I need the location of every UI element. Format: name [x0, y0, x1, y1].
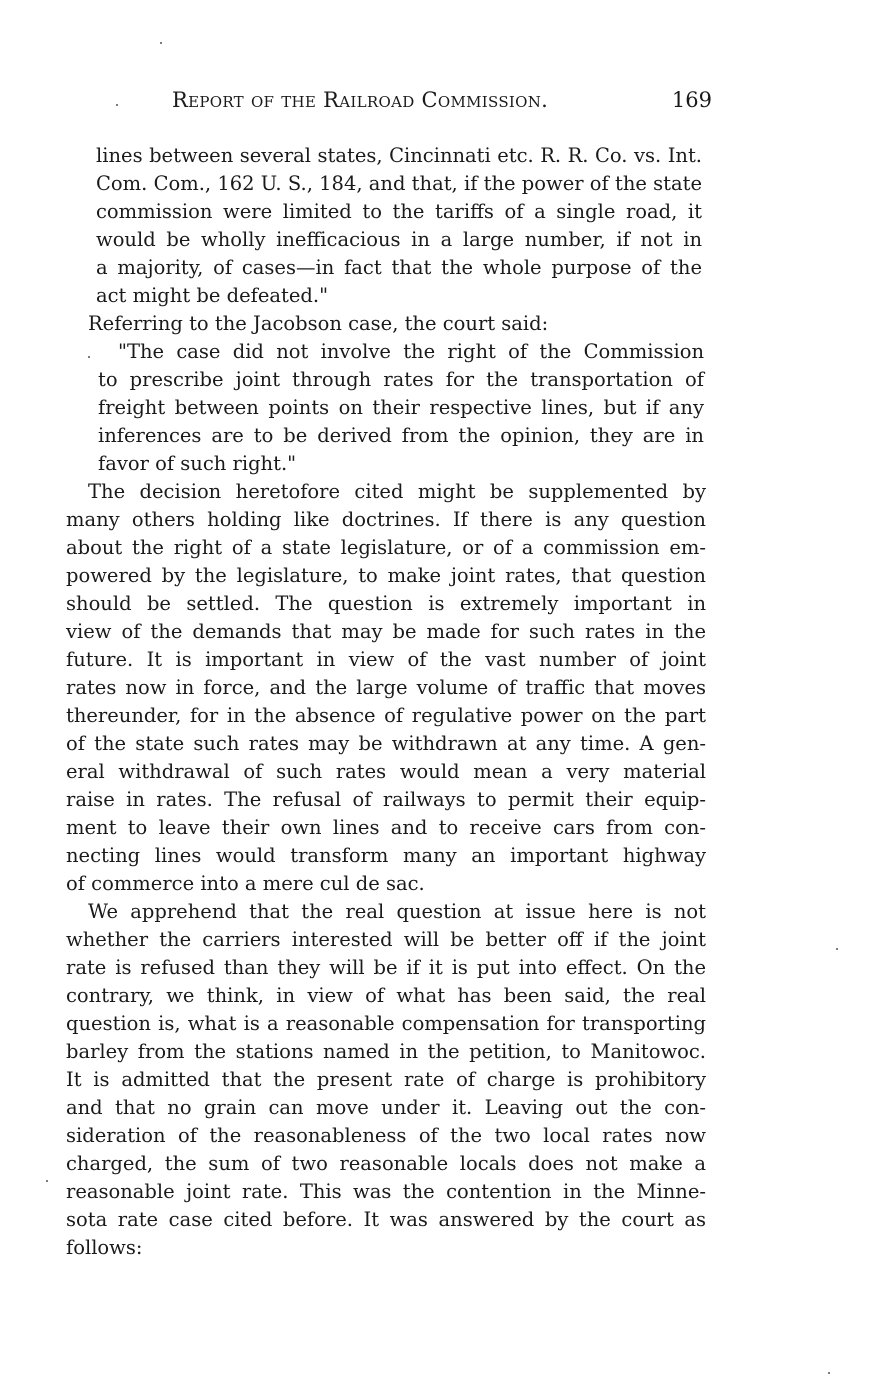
text-line: whether the carriers interested will be better off if the joint: [66, 928, 706, 951]
scan-speck: [88, 356, 90, 358]
text-line: future. It is important in view of the vast number of joint: [66, 648, 706, 671]
text-line: question is, what is a reasonable compensation for transporting: [66, 1012, 706, 1035]
text-line: commission were limited to the tariffs of a single road, it: [96, 200, 702, 223]
text-line: a majority, of cases—in fact that the whole purpose of the: [96, 256, 702, 279]
text-line: freight between points on their respective lines, but if any: [98, 396, 704, 419]
text-line: lines between several states, Cincinnati etc. R. R. Co. vs. Int.: [96, 144, 702, 167]
text-line: rate is refused than they will be if it is put into effect. On the: [66, 956, 706, 979]
running-title: Report of the Railroad Commission.: [172, 88, 549, 112]
text-line: Referring to the Jacobson case, the court said:: [88, 312, 549, 335]
text-line: powered by the legislature, to make joint rates, that question: [66, 564, 706, 587]
text-line: sota rate case cited before. It was answered by the court as: [66, 1208, 706, 1231]
text-line: The decision heretofore cited might be supplemented by: [88, 480, 706, 503]
text-line: necting lines would transform many an important highway: [66, 844, 706, 867]
text-line: We apprehend that the real question at issue here is not: [88, 900, 706, 923]
text-line: ment to leave their own lines and to receive cars from con-: [66, 816, 706, 839]
scan-speck: [836, 948, 838, 950]
text-line: sideration of the reasonableness of the two local rates now: [66, 1124, 706, 1147]
text-line: thereunder, for in the absence of regulative power on the part: [66, 704, 706, 727]
text-line: and that no grain can move under it. Leaving out the con-: [66, 1096, 706, 1119]
text-line: It is admitted that the present rate of charge is prohibitory: [66, 1068, 706, 1091]
text-line: charged, the sum of two reasonable locals does not make a: [66, 1152, 706, 1175]
text-line: raise in rates. The refusal of railways to permit their equip-: [66, 788, 706, 811]
text-line: would be wholly inefficacious in a large number, if not in: [96, 228, 702, 251]
text-line: of commerce into a mere cul de sac.: [66, 872, 425, 895]
text-line: rates now in force, and the large volume of traffic that moves: [66, 676, 706, 699]
running-head: [172, 88, 712, 118]
page-number: 169: [671, 88, 712, 112]
text-line: view of the demands that may be made for such rates in the: [66, 620, 706, 643]
text-line: many others holding like doctrines. If there is any question: [66, 508, 706, 531]
text-line: barley from the stations named in the petition, to Manitowoc.: [66, 1040, 706, 1063]
text-line: of the state such rates may be withdrawn at any time. A gen-: [66, 732, 706, 755]
text-line: act might be defeated.": [96, 284, 329, 307]
text-line: favor of such right.": [98, 452, 297, 475]
text-line: eral withdrawal of such rates would mean a very material: [66, 760, 706, 783]
scan-speck: [116, 104, 118, 106]
scan-speck: [160, 42, 162, 44]
text-line: follows:: [66, 1236, 143, 1259]
text-line: to prescribe joint through rates for the transportation of: [98, 368, 704, 391]
text-line: "The case did not involve the right of the Commission: [118, 340, 704, 363]
scan-speck: [828, 1372, 830, 1374]
scan-speck: [46, 1180, 48, 1182]
text-line: reasonable joint rate. This was the contention in the Minne-: [66, 1180, 706, 1203]
text-line: Com. Com., 162 U. S., 184, and that, if the power of the state: [96, 172, 702, 195]
text-line: contrary, we think, in view of what has been said, the real: [66, 984, 706, 1007]
text-line: should be settled. The question is extremely important in: [66, 592, 706, 615]
text-line: about the right of a state legislature, or of a commission em-: [66, 536, 706, 559]
text-line: inferences are to be derived from the opinion, they are in: [98, 424, 704, 447]
